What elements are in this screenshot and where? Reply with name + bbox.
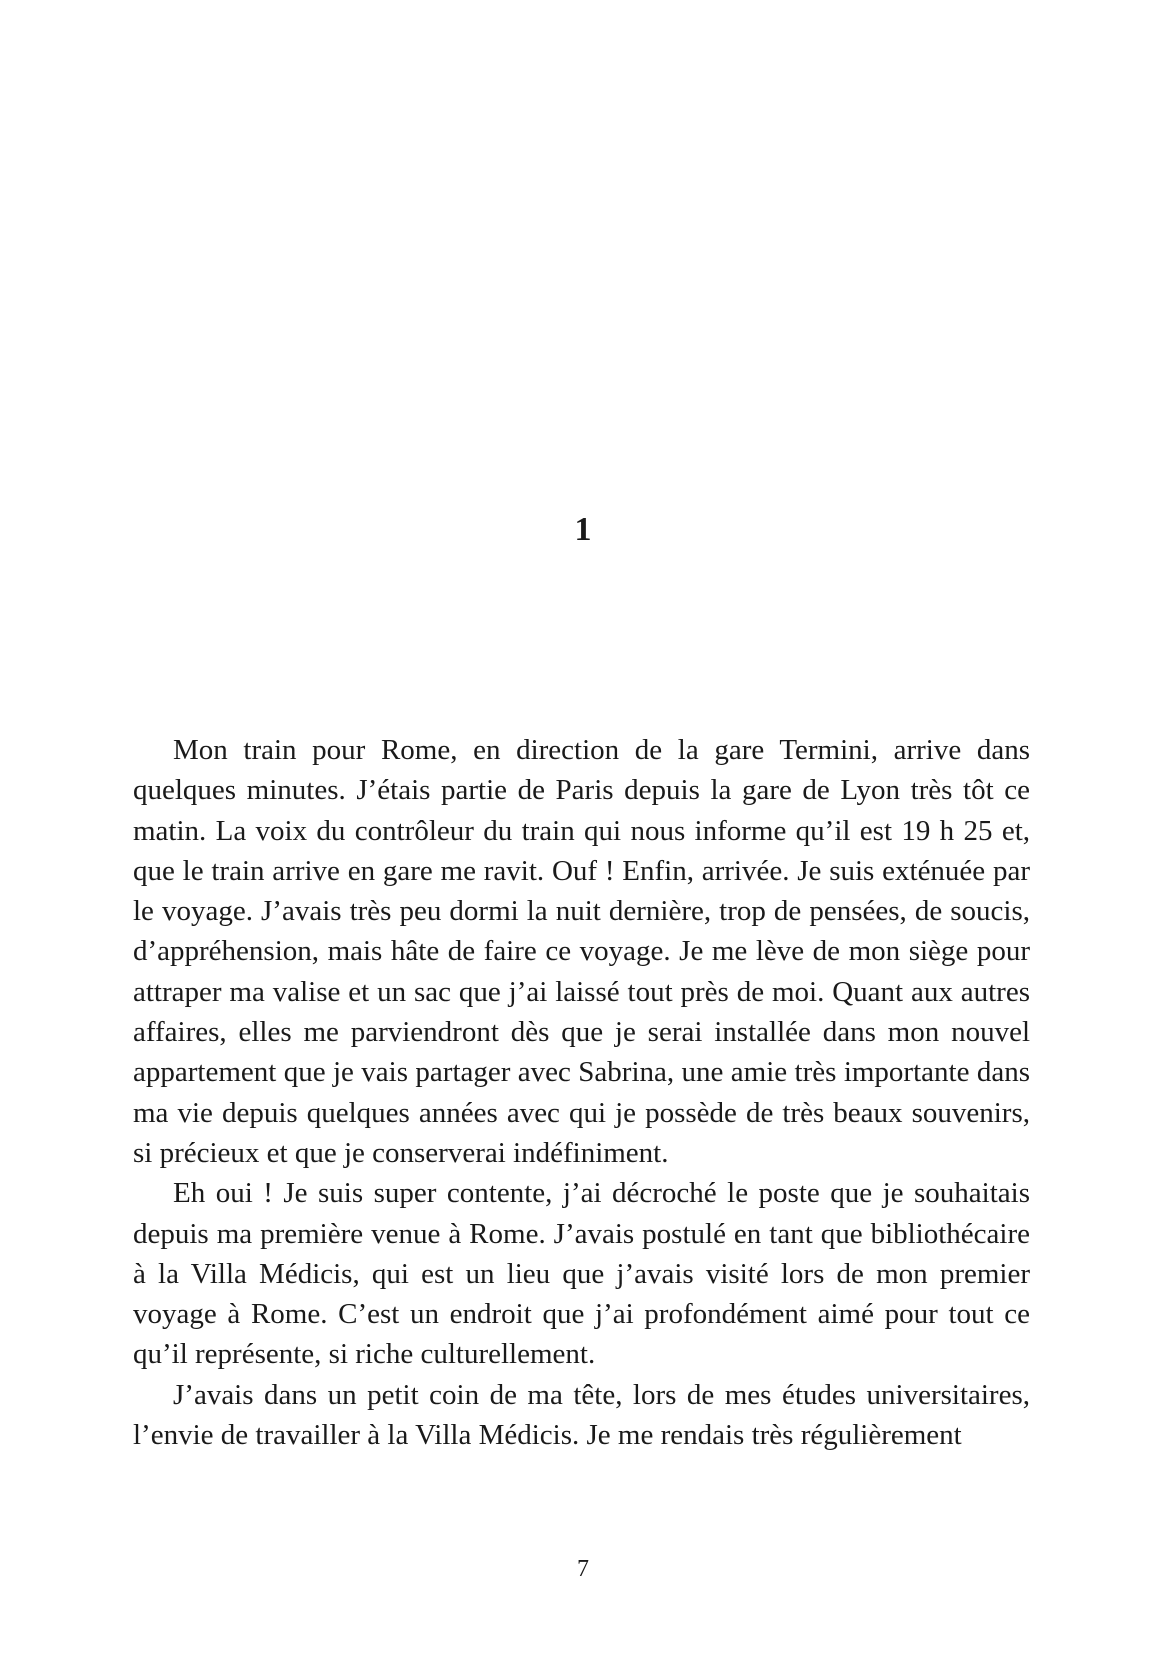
page-number: 7 — [577, 1556, 589, 1582]
paragraph: J’avais dans un petit coin de ma tête, lors de mes études universitaires, l’envie de travailler à la Villa Médicis. Je me rendais très régulièrement — [133, 1378, 1030, 1452]
paragraph: Mon train pour Rome, en direction de la gare Termini, arrive dans quelques minutes. J’étais partie de Paris depuis la gare de Lyon très tôt ce matin. La voix du contrôleur du train qui nous informe qu’il est 19 h 25 et, que le train arrive en gare me ravit. Ouf ! Enfin, arrivée. Je suis exténuée par le voyage. J’avais très peu dormi la nuit dernière, trop de pensées, de soucis, d’appréhension, mais hâte de faire ce voyage. Je me lève de mon siège pour attraper ma valise et un sac que j’ai laissé tout près de moi. Quant aux autres affaires, elles me parviendront dès que je serai installée dans mon nouvel appartement que je vais partager avec Sabrina, une amie très importante dans ma vie depuis quelques années avec qui je possède de très beaux souvenirs, si précieux et que je conserverai indéfiniment. — [133, 734, 1030, 1169]
chapter-body — [133, 730, 1030, 1455]
chapter-number: 1 — [574, 511, 592, 548]
paragraph: Eh oui ! Je suis super contente, j’ai décroché le poste que je souhaitais depuis ma première venue à Rome. J’avais postulé en tant que bibliothécaire à la Villa Médicis, qui est un lieu que j’avais visité lors de mon premier voyage à Rome. C’est un endroit que j’ai profondément aimé pour tout ce qu’il représente, si riche culturellement. — [133, 1177, 1030, 1371]
